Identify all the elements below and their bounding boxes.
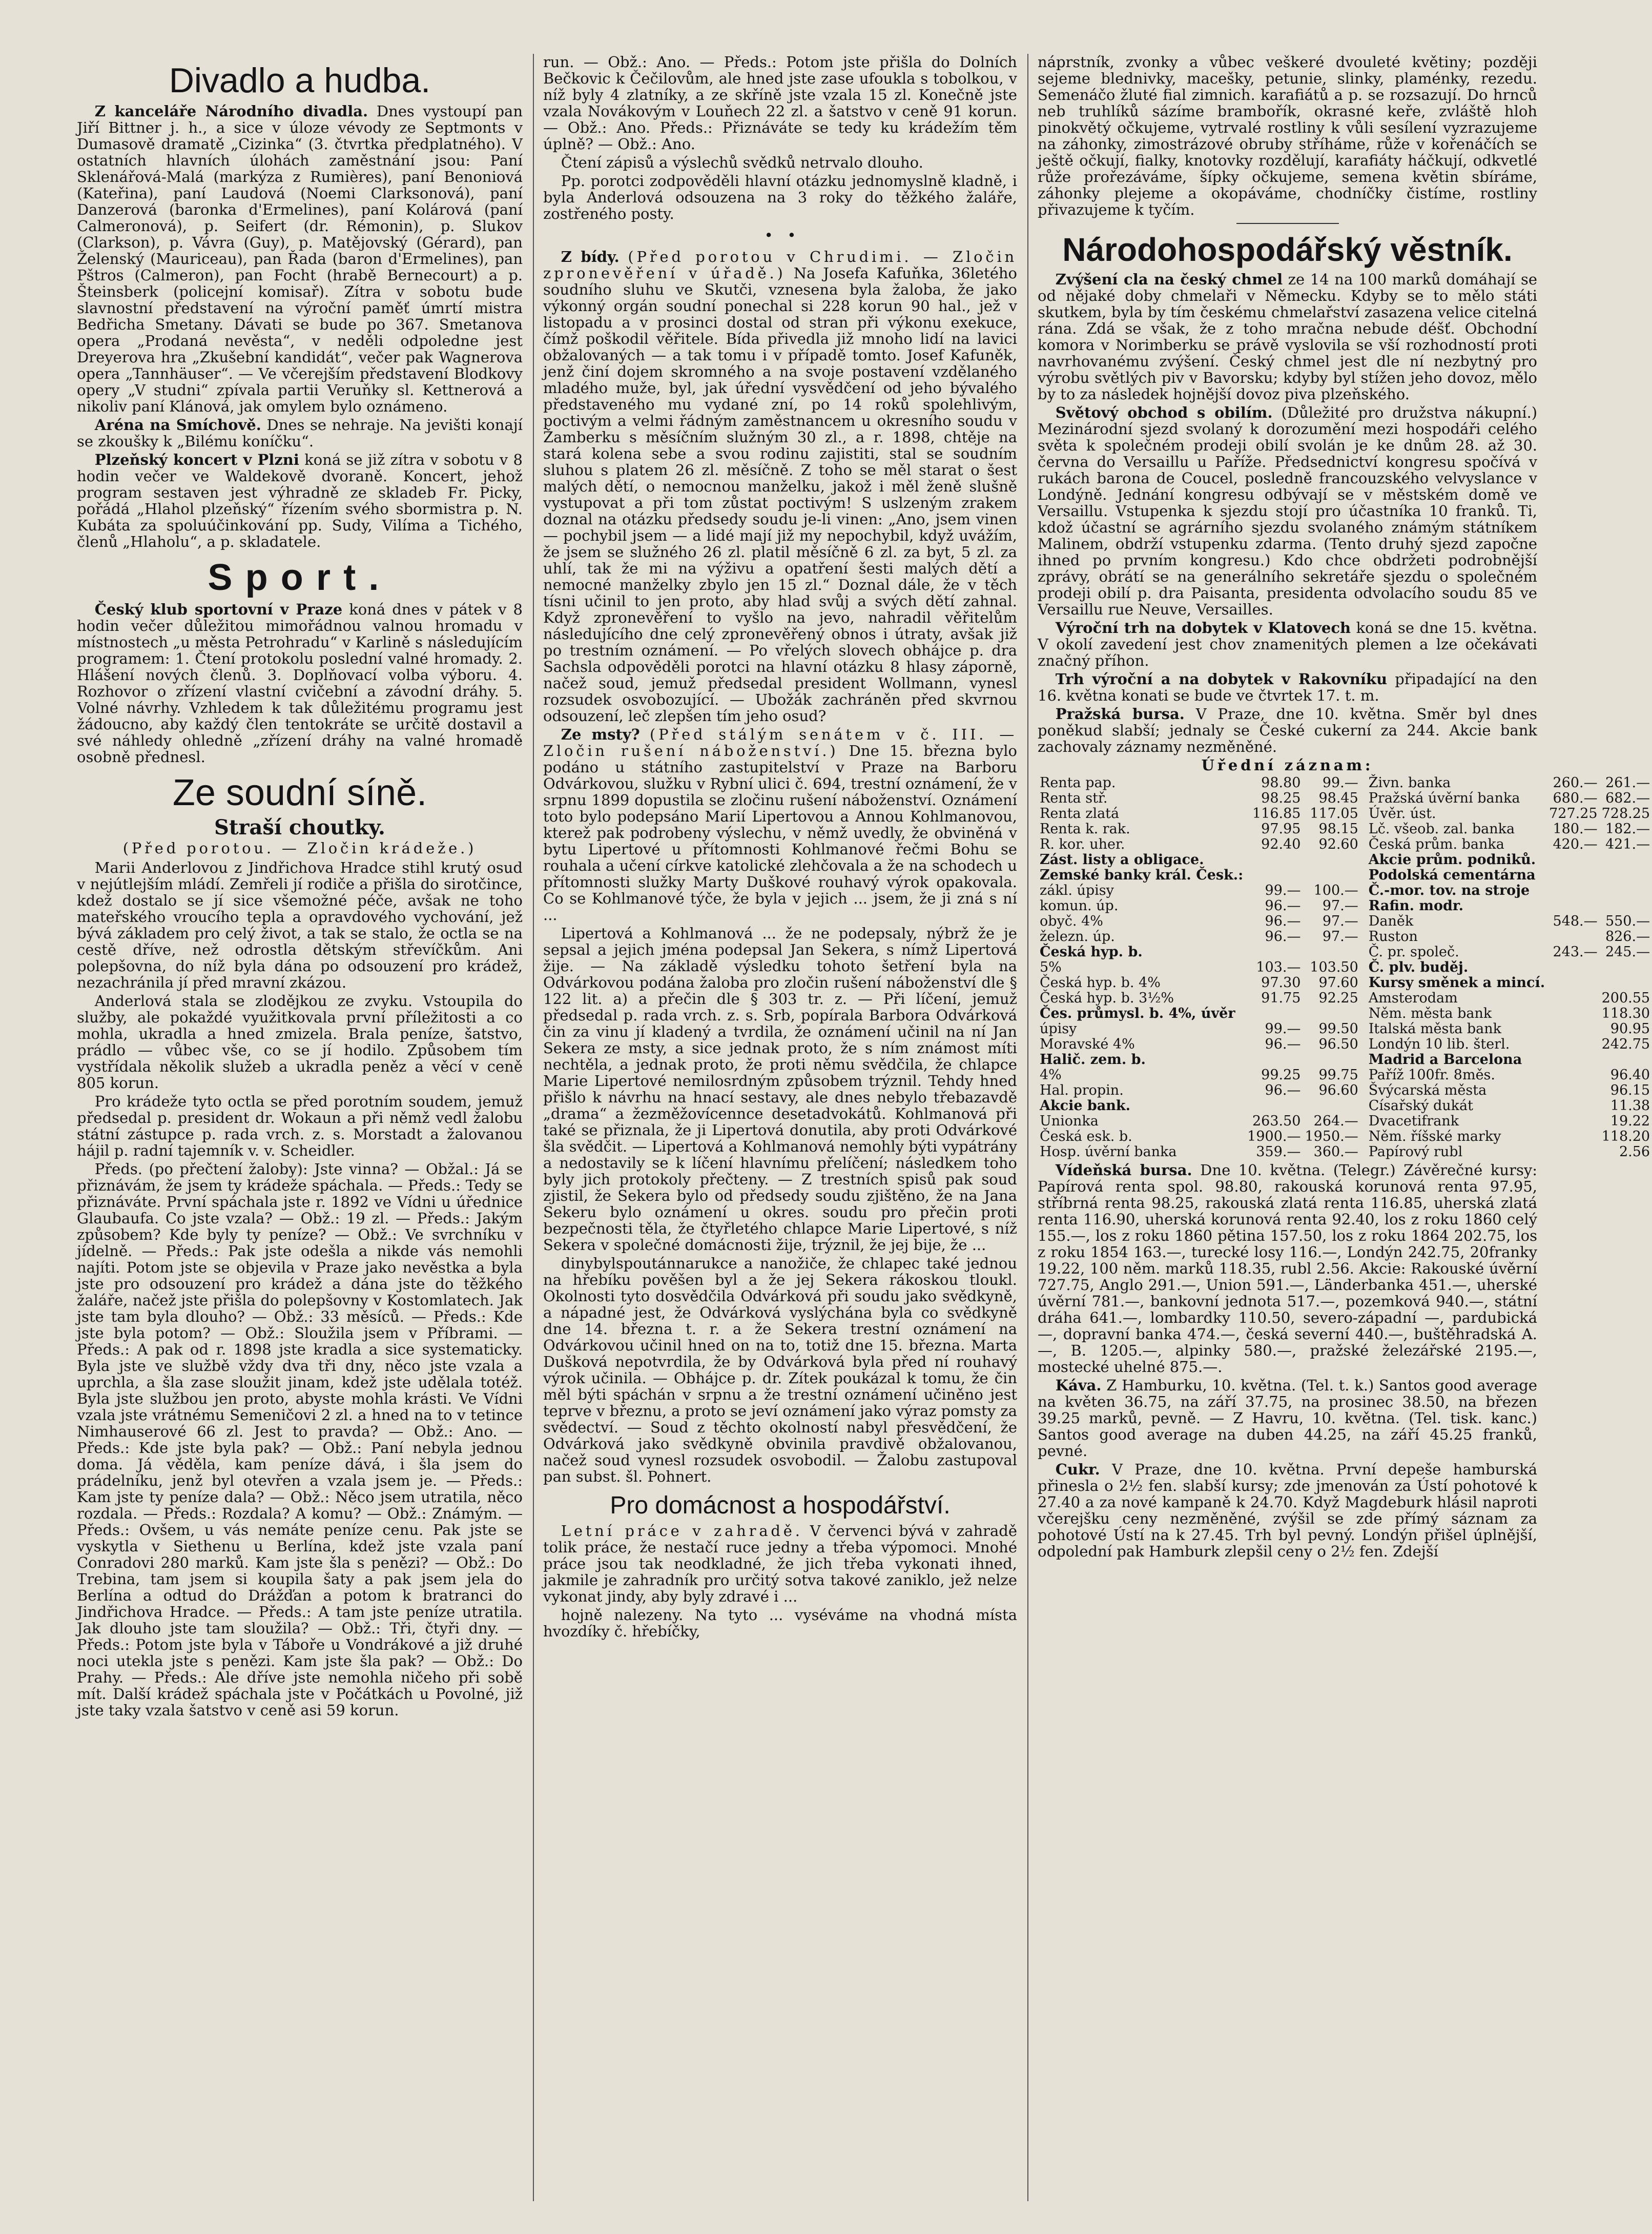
table-cell-value <box>1547 991 1599 1006</box>
table-cell-value <box>1600 1052 1652 1068</box>
table-cell-value: 1900.— <box>1247 1129 1301 1144</box>
table-cell-value: 99.— <box>1265 883 1301 898</box>
paragraph <box>1038 271 1537 402</box>
paragraph <box>1038 1162 1537 1375</box>
table-cell-value: 420.— <box>1553 836 1598 852</box>
table-row <box>1038 868 1360 883</box>
article-subtitle: (Před porotou. — Zločin krádeže.) <box>122 839 477 857</box>
paragraph: run. — Obž.: Ano. — Předs.: Potom jste přišla do Dolních Bečkovic k Čečilovům, ale hned jste zase ufoukla s tobolkou, v níž byly 4 zlatníky, a ze skříně jste vzala 15 zl. Konečně jste vzala Novákovým v Louňech 22 zl. a šatstvo v ceně 91 korun. — Obž.: Ano. Předs.: Přiznáváte se tedy ku krádežím těm úplně? — Obž.: Ano. <box>543 53 1017 153</box>
lead-in: Z bídy. <box>561 248 620 265</box>
table-cell-value: 682.— <box>1605 790 1650 806</box>
table-cell-value <box>1303 852 1360 868</box>
table-cell-value <box>1245 868 1303 883</box>
table-cell-label: Živn. banka <box>1368 775 1451 791</box>
table-cell-label: 4% <box>1040 1067 1062 1083</box>
table-cell-value: 117.05 <box>1310 806 1358 822</box>
table-cell-value <box>1547 1006 1599 1021</box>
table-row <box>1038 945 1360 960</box>
table-cell-value: 826.— <box>1605 929 1650 945</box>
table-cell-value <box>1547 883 1599 898</box>
table-cell-label: Paříž 100fr. 8měs. <box>1368 1067 1495 1083</box>
table-cell-label: Zást. listy a obligace. <box>1040 852 1204 868</box>
table-row <box>1038 991 1360 1006</box>
table-row <box>1367 898 1652 914</box>
table-cell-value <box>1547 1037 1599 1052</box>
table-row <box>1038 975 1360 991</box>
table-row <box>1038 1006 1360 1021</box>
table-row <box>1367 1083 1652 1098</box>
table-cell-label: Švýcarská města <box>1368 1082 1487 1098</box>
table-row <box>1367 1068 1652 1083</box>
table-row <box>1367 1052 1652 1068</box>
table-cell-value: 99.— <box>1322 775 1358 791</box>
table-cell-value <box>1547 1068 1599 1083</box>
section-title-domacnost: Pro domácnost a hospodářství. <box>610 1492 951 1519</box>
table-row <box>1038 791 1360 806</box>
paragraph-text: Dne 15. března bylo podáno u státního zastupitelství v Praze na Barboru Odvárkovou, služku v Rybní ulici č. 694, trestní oznámení, že v srpnu 1899 dopustila se zločinu rušení náboženství. Oznámení toto bylo podepsáno Marií Lipertovou a Annou Kohlmanovou, kterež pak podrobeny výslechu, v němž uvedly, že obviněná v bytu Lipertové u přítomnosti Kohlmanové řečmi Bohu se rouhala a učení církve katolické zlehčovala a že na schodech u přítomnosti služky Marty Duškové rouhavý výrok opakovala. Co se Kohlmanové týče, že byla v jejich ... jsem, že ji zná s ní ... <box>543 742 1017 924</box>
column-rule <box>533 54 534 2201</box>
paragraph-text: Dnes se nehraje. Na jevišti konají se zkoušky k „Bilému koníčku“. <box>77 416 523 450</box>
table-cell-label: Hal. propin. <box>1040 1082 1124 1098</box>
table-cell-value <box>1547 1083 1599 1098</box>
paragraph-text: V Praze, dne 10. května. Směr byl dnes poněkud slabší; jednaly se České cukerní za 244. Akcie bank zachovaly záznamy nezměněné. <box>1038 705 1537 755</box>
paragraph: Pp. porotci zodpověděli hlavní otázku jednomyslně kladně, i byla Anderlová odsouzena na 3 roky do těžkého žaláře, zostřeného posty. <box>543 172 1017 222</box>
table-cell-value: 11.38 <box>1610 1098 1650 1114</box>
table-cell-value: 242.75 <box>1601 1036 1650 1052</box>
table-cell-label: Podolská cementárna <box>1368 867 1536 883</box>
table-cell-label: Amsterodam <box>1368 990 1458 1006</box>
table-cell-label: komun. úp. <box>1040 898 1119 914</box>
table-row <box>1038 1037 1360 1052</box>
table-cell-label: Londýn 10 lib. šterl. <box>1368 1036 1510 1052</box>
table-cell-label: Úvěr. úst. <box>1368 806 1436 822</box>
table-cell-value: 727.25 <box>1549 806 1598 822</box>
table-cell-value: 243.— <box>1553 944 1598 960</box>
table-row <box>1038 822 1360 837</box>
table-row <box>1038 1129 1360 1144</box>
table-cell-value: 96.— <box>1265 1036 1301 1052</box>
lead-in: Trh výroční a na dobytek v Rakovníku <box>1055 670 1388 688</box>
paragraph: Předs. (po přečtení žaloby): Jste vinna? — Obžal.: Já se přiznávám, že jsem ty krádeže spáchala. — Předs.: Tedy se přiznáváte. První spáchala jste r. 1892 ve Vídni u úřednice Glaubaufa. Co jste vzala? — Obž.: 19 zl. — Předs.: Jakým způsobem? Kde byly ty peníze? — Obž.: Ve svrchníku v jídelně. — Předs.: Pak jste odešla a nikde vás nemohli najíti. Potom jste se objevila v Praze jako nevěstka a byla jste pro odsouzení pro krádež a dána jste do těžkého žaláře, načež jste přišla do polepšovny v Kostomlatech. Jak jste tam byla dlouho? — Obž.: 33 měsíců. — Předs.: Kde jste byla potom? — Obž.: Sloužila jsem v Příbrami. — Předs.: A pak od r. 1898 jste kradla a sice systematicky. Byla jste ve službě vždy dva tři dny, něco jste vzala a uprchla, a šla zase sloužit jinam, kdež jste udělala totéž. Byla jste službou jen proto, abyste mohla krásti. Ve Vídni vzala jste vrátnému Semeničovi 2 zl. a hned na to v tetince Nimhauserové 66 zl. Jest to pravda? — Obž.: Ano. — Předs.: Kde jste byla pak? — Obž.: Paní nebyla jednou doma. Já věděla, kam peníze dává, i šla jsem do prádelníku, jenž byl otevřen a vzala jsem je. — Předs.: Kam jste ty peníze dala? — Obž.: Něco jsem utratila, něco rozdala. — Předs.: Rozdala? A komu? — Obž.: Známým. — Předs.: Ovšem, u vás nemáte peníze cenu. Pak jste se vyskytla v Siethenu u Berlína, kdež jste vzala paní Conradovi 280 marků. Kam jste šla s penězi? — Obž.: Do Trebina, tam jsem si koupila šaty a pak jsem jela do Berlína a odtud do Drážďan a potom k bratranci do Jindřichova Hradce. — Předs.: A tam jste peníze utratila. Jak dlouho jste tam sloužila? — Obž.: Tři, čtyři dny. — Předs.: Potom jste byla v Táboře u Vondrákové a již druhé noci utekla jste s penězi. Kam jste šla pak? — Obž.: Do Prahy. — Předs.: Ale dříve jste nemohla ničeho při sobě mít. Další krádež spáchala jste v Počátkách u Povolné, již jste taky vzala šatstvo v ceně asi 59 korun. <box>77 1160 523 1719</box>
table-cell-label: Česká esk. b. <box>1040 1129 1132 1144</box>
table-cell-value <box>1547 1129 1599 1144</box>
table-cell-value: 118.30 <box>1601 1006 1650 1021</box>
table-cell-value <box>1600 868 1652 883</box>
paragraph: Lipertová a Kohlmanová ... že ne podepsaly, nýbrž že je sepsal a jejich jména podepsal Jan Sekera, s nímž Lipertová žije. — Na základě výsledku tohoto šetření byla na Odvárkovou podána žaloba pro zločin rušení náboženství dle § 122 lit. a) a přečin dle § 303 tr. z. — Při líčení, jemuž předsedal p. rada vrch. z. s. Srb, popírala Barbora Odvárková čin za vinu jí kladený a tvrdila, že oznámení učinil na ní Jan Sekera ze msty, a sice jednak proto, že s ním známost míti nechtěla, a jednak proto, že proti němu svědčila, že chlapce Marie Lipertové nemilosrdným způsobem trýznil. Tehdy hned přišlo k návrhu na hnací sestavy, ale dnes nebylo třebazavdě „drama“ a žezměžovícennce desetadvokátů. Kohlmanová při také se přiznala, že ji Lipertová donutila, aby proti Odvárkové šla svědčit. — Lipertová a Kohlmanová nemohly býti vypátrány a nedostavily se k líčení hlavnímu přelíčení; následkem toho byly jich protokoly přečteny. — Z trestních spisů pak soud zjistil, že Sekera bylo od předsedy soudu zjištěno, že na Jana Sekeru bylo oznámení u okres. soudu pro přečin proti bezpečnosti těla, že čtyřletého chlapce Marie Lipertové, s níž Sekera v společné domácnosti žije, trýznil, že jej bije, že ... <box>543 925 1017 1254</box>
table-cell-value <box>1600 852 1652 868</box>
table-cell-value <box>1303 945 1360 960</box>
paragraph-text: koná se již zítra v sobotu v 8 hodin večer ve Waldekově dvoraně. Koncert, jehož program sestaven jest výhradně ze skladeb Fr. Picky, pořádá „Hlahol plzeňský“ řízením svého sbormistra p. N. Kubáta za spoluúčinkování pp. Sudy, Vilíma a Tichého, členů „Hlaholu“, a p. skladatele. <box>77 451 523 550</box>
table-row <box>1367 929 1652 945</box>
table-cell-label: Čes. průmysl. b. 4%, úvěr <box>1040 1006 1235 1021</box>
paragraph: Marii Anderlovou z Jindřichova Hradce stihl krutý osud v nejútlejším mládí. Zemřeli jí rodiče a přišla do sirotčince, kdež dostalo se jí sice všemožné péče, avšak ne toho mateřského vroucího tepla a opravdového vychování, jež bývá základem pro celý život, a tak se stalo, že octla se na cestě dříve, než odrostla dětským střevíčkům. Ani polepšovna, do níž byla dána po odsouzení pro krádež, nezachránila jí před mravní zkázou. <box>77 859 523 991</box>
table-cell-value: 180.— <box>1553 821 1598 837</box>
lead-in: Pražská bursa. <box>1055 705 1185 723</box>
table-cell-label: Č.-mor. tov. na stroje <box>1368 883 1530 898</box>
table-cell-value: 261.— <box>1605 775 1650 791</box>
paragraph <box>1038 404 1537 618</box>
table-title: Úřední záznam: <box>1201 756 1374 774</box>
bursa-table-right <box>1367 775 1652 1160</box>
table-cell-label: Akcie prům. podniků. <box>1368 852 1536 868</box>
table-cell-value: 200.55 <box>1601 990 1650 1006</box>
paragraph-text: ze 14 na 100 marků domáhají se od nějaké doby chmelaři v Německu. Kdyby se to mělo státi skutkem, byla by tím českému chmelařství zasazena velice citelná rána. Zdá se však, že z toho mračna nebude déšť. Obchodní komora v Norimberku se právě vyslovila se vší rozhodností proti navrhovanému zvýšení. Český chmel jest dle ní nezbytný pro výrobu světlých piv v Bavorsku; kdyby byl stížen jeho dovoz, mělo by to za následek hojnější dovoz piva plzeňského. <box>1038 271 1538 403</box>
table-row <box>1038 1068 1360 1083</box>
table-cell-label: Moravské 4% <box>1040 1036 1135 1052</box>
paragraph <box>77 601 523 765</box>
divider <box>1236 223 1339 224</box>
table-cell-value <box>1547 1098 1599 1114</box>
table-cell-label: Lč. všeob. zal. banka <box>1368 821 1515 837</box>
article-subtitle: (Před stálým senátem v č. III. — Zločin rušení náboženství.) <box>543 726 1018 760</box>
lead-in: Aréna na Smíchově. <box>94 416 261 434</box>
table-cell-value: 98.45 <box>1318 790 1358 806</box>
article-title: Straší choutky. <box>214 815 385 839</box>
table-cell-value <box>1600 883 1652 898</box>
table-cell-value: 103.50 <box>1310 959 1358 975</box>
table-cell-label: obyč. 4% <box>1040 913 1103 929</box>
table-cell-value <box>1547 898 1599 914</box>
lead-in: Ze msty? <box>561 726 640 743</box>
table-cell-value <box>1547 852 1599 868</box>
paragraph-text: koná dnes v pátek v 8 hodin večer důležitou mimořádnou valnou hromadu v místnostech „u města Petrohradu“ v Karlině s následujícím programem: 1. Čtení protokolu poslední valné hromady. 2. Hlášení nových členů. 3. Doplňovací volba výboru. 4. Rozhovor o zřízení vlastní cvičební a závodní dráhy. 5. Volné návrhy. Vzhledem k tak důležitému programu jest žádoucno, aby každý člen tentokráte se určitě dostavil a své náhledy ohledně „zřízení dráhy na valné hromadě osobně přednesl. <box>77 601 523 766</box>
table-cell-value: 118.20 <box>1601 1129 1650 1144</box>
table-row <box>1367 806 1652 822</box>
column-2 <box>543 54 1017 2201</box>
table-cell-label: Italská města bank <box>1368 1021 1502 1037</box>
paragraph-text: Dne 10. května. (Telegr.) Závěrečné kursy: Papírová renta spol. 98.80, rakouská korunová renta 97.95, stříbrná renta 98.25, rakouská zlatá renta 116.85, uherská zlatá renta 116.90, uherská korunová renta 92.40, los z roku 1860 celý 155.—, los z roku 1860 pětina 157.50, los z roku 1864 202.75, los z roku 1854 163.—, turecké losy 116.—, Londýn 242.75, 20franky 19.22, 100 něm. marků 118.35, rubl 2.56. Akcie: Rakouské úvěrní 727.75, Anglo 291.—, Union 591.—, Länderbanka 451.—, uherské úvěrní 781.—, bankovní jednota 517.—, pozemková 940.—, státní dráha 641.—, lombardky 110.50, severo-západní —, pardubická —, dopravní banka 474.—, česká severní 440.—, buštěhradská A. —, B. 1205.—, alpinky 580.—, pražské železářské 2195.—, mostecké uhelné 875.—. <box>1038 1161 1538 1376</box>
table-cell-label: Renta pap. <box>1040 775 1116 791</box>
paragraph: dinybylspoutánnarukce a nanožiče, že chlapec také jednou na hřebíku pověšen byl a že jej Sekera rákoskou tloukl. Okolnosti tyto dosvědčila Odvárková při soudu jako svědkyně, a nápadné jest, že Odvárková vyslýchána byla co svědkyně dne 14. března t. r. a že Sekera trestní oznámení na Odvárkovou učinil hned on na to, totiž dne 15. března. Marta Dušková nepotvrdila, že by Odvárková byla před ní rouhavý výrok učinila. — Obhájce p. dr. Zítek poukázal k tomu, že čin měl býti spáchán v srpnu a že trestní oznámení učiněno jest teprve v březnu, a proto se jeví oznámení jako výraz pomsty za svědectví. — Soud z těchto okolností nabyl přesvědčení, že Odvárková jako svědkyně obvinila pravdivě obžalovanou, načež soud vynesl rozsudek osvobodil. — Žalobu zastupoval pan subst. šl. Pohnert. <box>543 1255 1017 1485</box>
table-cell-label: Ruston <box>1368 929 1418 945</box>
newspaper-page <box>77 53 1650 2201</box>
table-row <box>1367 975 1652 991</box>
table-cell-value <box>1303 1006 1360 1021</box>
table-cell-value: 91.75 <box>1261 990 1301 1006</box>
table-cell-value: 96.— <box>1265 898 1301 914</box>
table-cell-value: 96.— <box>1265 913 1301 929</box>
table-cell-label: Česká hyp. b. <box>1040 944 1143 960</box>
paragraph <box>1038 1377 1537 1459</box>
table-row <box>1038 1021 1360 1037</box>
lead-in: Letní práce v zahradě. <box>561 1522 803 1540</box>
table-row <box>1367 822 1652 837</box>
table-cell-value: 263.50 <box>1252 1113 1301 1129</box>
table-cell-value: 2.56 <box>1619 1144 1650 1160</box>
column-1 <box>77 54 523 2201</box>
table-cell-value <box>1547 1021 1599 1037</box>
paragraph <box>77 417 523 449</box>
table-cell-label: Česká prům. banka <box>1368 836 1504 852</box>
paragraph: Čtení zápisů a výslechů svědků netrvalo dlouho. <box>561 154 923 171</box>
table-row <box>1038 806 1360 822</box>
table-cell-label: Česká hyp. b. 4% <box>1040 975 1161 991</box>
table-cell-value: 98.25 <box>1261 790 1301 806</box>
paragraph-text: Na Josefa Kafuňka, 36letého soudního sluhu ve Skutči, vznesena byla žaloba, že jako výkonný orgán soudní ponechal si 228 korun 90 hal., jež v listopadu a v prosinci dostal od stran při výkonu exekuce, čímž poškodil věřitele. Bída přivedla již mnoho lidí na lavici obžalovaných — a tak tomu i v případě tomto. Josef Kafuněk, jenž činí dojem skromného a na svoje postavení vzdělaného mladého muže, byl, jak úřední vysvědčení od jeho bývalého představeného mu vydané zní, po 14 roků spolehlivým, poctivým a velmi řádným zaměstnancem u okresního soudu v Žamberku s měsíčním služným 30 zl., a r. 1898, chtěje na stará kolena sebe a svou rodinu zajistiti, stal se soudním sluhou s platem 26 zl. měsíčně. Z toho se měl starat o šest malých dětí, o nemocnou manželku, jakož i měl ženě slušně vystupovat a při tom zůstat poctivým! S uslzeným zrakem doznal na otázku předsedy soudu je-li vinen: „Ano, jsem vinen — pochybil jsem — a lidé mají již my nepochybil, když uvážím, že jsem se služného 26 zl. platil měsíčně 6 zl. za byt, 5 zl. za uhlí, tak že mi na výživu a opatření šesti malých dětí a nemocné manželky zbylo jen 15 zl.“ Doznal dále, že v těch tísni učinil to jen proto, aby hlad svůj a svých dětí zahnal. Když zpronevěření to vyšlo na jevo, nahradil věřitelům následujícího dne celý zpronevěřený obnos i útraty, avšak již po trestním oznámení. — Po vřelých slovech obhájce p. dra Sachsla odpověděli porotci na hlavní otázku 8 hlasy záporně, načež soud, jemuž předsedal president Wollmann, vynesl rozsudek osvobozující. — Ubožák zachráněn před skvrnou odsouzení, leč zlepšen tím jeho osud? <box>543 264 1017 725</box>
table-cell-label: Pražská úvěrní banka <box>1368 790 1520 806</box>
table-row <box>1367 960 1652 975</box>
table-cell-value <box>1245 1098 1303 1114</box>
table-cell-value: 96.— <box>1265 1082 1301 1098</box>
table-cell-label: Akcie bank. <box>1040 1098 1131 1114</box>
table-cell-value: 90.95 <box>1610 1021 1650 1037</box>
table-cell-value <box>1547 975 1599 991</box>
table-cell-value: 99.25 <box>1261 1067 1301 1083</box>
table-cell-value: 264.— <box>1313 1113 1358 1129</box>
table-cell-value: 98.80 <box>1261 775 1301 791</box>
table-cell-value: 99.— <box>1265 1021 1301 1037</box>
table-row <box>1367 852 1652 868</box>
paragraph-text: (Důležité pro družstva nákupní.) Mezinárodní sjezd svolaný k dorozumění mezi hospodáři celého světa k společném prodeji obilí svolán je ke dnům 28. až 30. června do Versaillu u Paříže. Předsednictví kongresu spočívá v rukách barona de Coucel, posledně francouzského velvyslance v Londýně. Jednání kongresu odbývají se v městském domě ve Versaillu. Vstupenka k sjezdu stojí pro účastníka 10 franků. Ti, kdož účastní se agrárního sjezdu svolaného známým státníkem Malinem, obdrží vstupenku zdarma. (Tento druhý sjezd započne ihned po prvním kongresu.) Kdo chce obdržeti podrobnější zprávy, obrátí se na generálního sekretáře sjezdu o společném prodeji obilí p. dra Paisanta, presidenta odvolacího soudu 85 ve Versaillu rue Neuve, Versailles. <box>1038 404 1538 618</box>
paragraph <box>77 452 523 550</box>
lead-in: Vídeňská bursa. <box>1055 1161 1192 1179</box>
table-row <box>1038 852 1360 868</box>
lead-in: Český klub sportovní v Praze <box>94 601 343 618</box>
table-row <box>1038 883 1360 898</box>
table-cell-value: 100.— <box>1313 883 1358 898</box>
table-cell-value: 98.15 <box>1318 821 1358 837</box>
table-cell-label: Unionka <box>1040 1113 1099 1129</box>
table-cell-value: 260.— <box>1553 775 1598 791</box>
table-cell-label: Papírový rubl <box>1368 1144 1463 1160</box>
table-cell-value: 97.— <box>1322 913 1358 929</box>
table-cell-value <box>1245 852 1303 868</box>
table-row <box>1367 775 1652 791</box>
table-row <box>1038 775 1360 791</box>
table-row <box>1367 1006 1652 1021</box>
table-cell-label: Hosp. úvěrní banka <box>1040 1144 1177 1160</box>
table-cell-label: Renta k. rak. <box>1040 821 1130 837</box>
lead-in: Cukr. <box>1055 1461 1100 1478</box>
table-cell-value <box>1600 975 1652 991</box>
table-cell-label: Něm. města bank <box>1368 1006 1492 1021</box>
paragraph-text: Z Hamburku, 10. května. (Tel. t. k.) Santos good average na květen 36.75, na září 37.75, na prosinec 38.50, na březen 39.25 marků, pevně. — Z Havru, 10. května. (Tel. tisk. kanc.) Santos good average na duben 44.25, na září 45.25 franků, pevné. <box>1038 1377 1538 1460</box>
paragraph <box>1038 671 1537 704</box>
table-row <box>1367 1098 1652 1114</box>
table-cell-value: 245.— <box>1605 944 1650 960</box>
table-cell-value <box>1600 960 1652 975</box>
table-cell-value: 116.85 <box>1252 806 1301 822</box>
table-cell-label: železn. úp. <box>1040 929 1115 945</box>
table-row <box>1038 837 1360 852</box>
table-cell-value <box>1547 1052 1599 1068</box>
table-cell-value: 359.— <box>1256 1144 1301 1160</box>
table-row <box>1367 868 1652 883</box>
table-cell-label: Renta zlatá <box>1040 806 1120 822</box>
table-cell-label: Zemské banky král. Česk.: <box>1040 867 1244 883</box>
table-row <box>1367 1021 1652 1037</box>
table-row <box>1038 914 1360 929</box>
table-cell-value: 96.60 <box>1318 1082 1358 1098</box>
table-cell-label: Dvacetifrank <box>1368 1113 1459 1129</box>
table-cell-value <box>1547 1144 1599 1160</box>
table-row <box>1038 1083 1360 1098</box>
table-cell-value <box>1547 929 1599 945</box>
paragraph-text: V červenci bývá v zahradě tolik práce, že nestačí ruce jedny a třeba výpomoci. Mnohé práce jsou tak neodkladné, že jich třeba vykonati ihned, jakmile je zahradník pro určitý sotva takové zaniklo, jež nelze vykonat jindy, aby byly zdravé i ... <box>543 1522 1018 1605</box>
table-row <box>1038 1144 1360 1160</box>
table-cell-value: 97.30 <box>1261 975 1301 991</box>
table-cell-value: 96.— <box>1265 929 1301 945</box>
table-cell-label: 5% <box>1040 959 1062 975</box>
lead-in: Káva. <box>1055 1377 1102 1394</box>
table-cell-value <box>1303 1052 1360 1068</box>
table-cell-value <box>1547 868 1599 883</box>
table-row <box>1367 883 1652 898</box>
paragraph <box>543 726 1017 923</box>
table-cell-value: 421.— <box>1605 836 1650 852</box>
table-cell-value: 360.— <box>1313 1144 1358 1160</box>
section-title-sport: Sport. <box>208 557 392 598</box>
table-row <box>1367 837 1652 852</box>
paragraph-text: koná se dne 15. května. V okolí zavedení jest chov znamenitých plemen a lze očekávati značný příhon. <box>1038 619 1537 669</box>
lead-in: Zvýšení cla na český chmel <box>1055 271 1283 288</box>
table-cell-label: Renta stř. <box>1040 790 1108 806</box>
table-cell-label: Č. pr. společ. <box>1368 944 1459 960</box>
lead-in: Plzeňský koncert v Plzni <box>94 451 299 468</box>
paragraph-text: V Praze, dne 10. května. První depeše hamburská přinesla o 2½ fen. slabší kursy; zde jmenován za Ústí pohotové k 27.40 a za nové kampaně k 24.70. Když Magdeburk hlásil naproti včerejšku ceny nezměněné, zvýšil se zde přímý sáznam za pohotové Ústí na k 27.45. Trh byl pevný. Londýn přišel úplnější, odpolední pak Hamburk zlepšil ceny o 2½ fen. Zdejší <box>1038 1461 1538 1560</box>
table-row <box>1367 1037 1652 1052</box>
section-title-divadlo: Divadlo a hudba. <box>169 61 431 100</box>
section-title-soud: Ze soudní síně. <box>172 772 427 813</box>
table-cell-value <box>1600 898 1652 914</box>
table-cell-value: 1950.— <box>1305 1129 1358 1144</box>
table-cell-value <box>1547 960 1599 975</box>
lead-in: Z kanceláře Národního divadla. <box>94 103 368 120</box>
table-cell-value: 19.22 <box>1610 1113 1650 1129</box>
paragraph <box>77 103 523 415</box>
section-title-narodohospodarsky: Národohospodářský věstník. <box>1062 231 1513 268</box>
paragraph: Pro krádeže tyto octla se před porotním soudem, jemuž předsedal p. president dr. Wokaun a při němž vedl žalobu státní zástupce p. rada vrch. z. s. Morstadt a žalovanou hájil p. radní tajemník v. v. Scheidler. <box>77 1093 523 1159</box>
table-cell-label: R. kor. uher. <box>1040 836 1125 852</box>
table-cell-value: 728.25 <box>1601 806 1650 822</box>
paragraph <box>1038 706 1537 755</box>
table-row <box>1038 929 1360 945</box>
paragraph: náprstník, zvonky a vůbec veškeré dvouleté květiny; později sejeme blednivky, macešky, petunie, slinky, plaménky, rezedu. Semenáčo žluté fial zimnich. karafiátů a p. se rozsazují. Do hrnců neb truhlíků sázíme brambořík, okrasné keře, zvláště hloh pinokvětý očkujeme, vytrvalé rostliny k vůli sesílení vyzrazujeme na záhonky, zimostrázové obruby stříháme, růže v kořenáčích se ještě očkují, fialky, knotovky rozdělují, karafiáty háčkují, odkvetlé růže prořezáváme, šípky očkujeme, semena květin sbíráme, záhonky plejeme a okopáváme, chodníčky čistíme, rostliny přivazujeme k tyčím. <box>1038 53 1537 218</box>
bursa-tables <box>1038 773 1650 1162</box>
table-cell-value: 99.75 <box>1318 1067 1358 1083</box>
table-cell-value: 97.60 <box>1318 975 1358 991</box>
table-cell-value <box>1245 1052 1303 1068</box>
table-cell-label: úpisy <box>1040 1021 1077 1037</box>
paragraph <box>543 1523 1017 1605</box>
table-cell-value: 97.— <box>1322 929 1358 945</box>
table-cell-label: Halič. zem. b. <box>1040 1052 1146 1068</box>
separator: • • <box>764 227 796 244</box>
column-3 <box>1038 53 1650 2201</box>
paragraph <box>543 249 1017 724</box>
table-row <box>1367 791 1652 806</box>
table-cell-value <box>1245 945 1303 960</box>
paragraph-text: připadající na den 16. května konati se bude ve čtvrtek 17. t. m. <box>1038 670 1537 704</box>
table-cell-value: 550.— <box>1605 913 1650 929</box>
paragraph: Anderlová stala se zlodějkou ze zvyku. Vstoupila do služby, ale pokaždé využitkovala první příležitosti a co mohla, ukradla a hned zmizela. Brala peníze, šatstvo, prádlo — vůbec vše, co se jí hodilo. Způsobem tím vystřídala několik služeb a ukradla peněz a věcí v ceně 805 korun. <box>77 992 523 1092</box>
article-subtitle: (Před porotou v Chrudimi. — Zločin zpronevěření v úřadě.) <box>543 248 1018 282</box>
paragraph: hojně nalezeny. Na tyto ... vyséváme na vhodná místa hvozdíky č. hřebíčky, <box>543 1606 1017 1640</box>
table-cell-value <box>1303 868 1360 883</box>
paragraph-text: Dnes vystoupí pan Jiří Bittner j. h., a sice v úloze vévody ze Septmonts v Dumasově dramatě „Cizinka“ (3. čtvrtka předplatného). V ostatních hlavních úlohách zaměstnání jsou: Paní Sklenářová-Malá (markýza z Rumières), paní Benoniová (Kateřina), paní Laudová (Noemi Clarksonová), paní Danzerová (baronka d'Ermelines), paní Kolárová (paní Calmeronová), p. Seifert (dr. Rémonin), p. Slukov (Clarkson), p. Vávra (Guy), p. Matějovský (Gérard), pan Želenský (Mauriceau), pan Řada (baron d'Ermelines), pan Pštros (Calmeron), pan Focht (hrabě Bernecourt) a p. Šteinsberk (policejní komisař). Zítra v sobotu bude slavnostní představení na výroční paměť úmrtí mistra Bedřicha Smetany. Dávati se bude po 367. Smetanova opera „Prodaná nevěsta“, v neděli odpoledne jest Dreyerova hra „Zkušební kandidát“, večer pak Wagnerova opera „Tannhäuser“. — Ve včerejším představení Blodkovy opery „V studni“ zpívala partii Veruňky sl. Kettnerová a nikoliv paní Klánová, jak omylem bylo oznámeno. <box>77 103 523 415</box>
table-cell-value: 97.95 <box>1261 821 1301 837</box>
table-row <box>1038 1052 1360 1068</box>
table-row <box>1367 1114 1652 1129</box>
bursa-table-left <box>1038 775 1360 1160</box>
table-row <box>1367 1144 1652 1160</box>
table-cell-value: 548.— <box>1553 913 1598 929</box>
table-row <box>1038 960 1360 975</box>
table-cell-value: 680.— <box>1553 790 1598 806</box>
lead-in: Světový obchod s obilím. <box>1055 404 1273 421</box>
table-cell-label: Císařský dukát <box>1368 1098 1473 1114</box>
table-cell-value: 182.— <box>1605 821 1650 837</box>
table-row <box>1367 914 1652 929</box>
table-cell-label: Rafin. modr. <box>1368 898 1463 914</box>
table-cell-value <box>1547 1114 1599 1129</box>
table-cell-value <box>1303 1098 1360 1114</box>
table-row <box>1367 991 1652 1006</box>
table-cell-value: 92.25 <box>1318 990 1358 1006</box>
table-row <box>1367 945 1652 960</box>
table-row <box>1038 898 1360 914</box>
table-cell-value: 97.— <box>1322 898 1358 914</box>
table-cell-value <box>1245 1006 1303 1021</box>
table-cell-value: 99.50 <box>1318 1021 1358 1037</box>
table-cell-value: 96.50 <box>1318 1036 1358 1052</box>
table-cell-label: zákl. úpisy <box>1040 883 1114 898</box>
table-cell-value: 96.40 <box>1610 1067 1650 1083</box>
lead-in: Výroční trh na dobytek v Klatovech <box>1055 619 1351 637</box>
table-cell-label: Daněk <box>1368 913 1414 929</box>
table-row <box>1367 1129 1652 1144</box>
table-cell-label: Něm. říšské marky <box>1368 1129 1501 1144</box>
table-cell-value: 92.40 <box>1261 836 1301 852</box>
table-cell-label: Česká hyp. b. 3½% <box>1040 990 1174 1006</box>
table-cell-label: Madrid a Barcelona <box>1368 1052 1522 1068</box>
table-row <box>1038 1098 1360 1114</box>
table-cell-value: 103.— <box>1256 959 1301 975</box>
paragraph <box>1038 1461 1537 1560</box>
table-cell-value: 92.60 <box>1318 836 1358 852</box>
table-cell-label: Kursy směnek a mincí. <box>1368 975 1545 991</box>
column-rule <box>1027 54 1028 2201</box>
table-row <box>1038 1114 1360 1129</box>
paragraph <box>1038 620 1537 669</box>
table-cell-value: 96.15 <box>1610 1082 1650 1098</box>
table-cell-label: Č. plv. buděj. <box>1368 959 1469 975</box>
